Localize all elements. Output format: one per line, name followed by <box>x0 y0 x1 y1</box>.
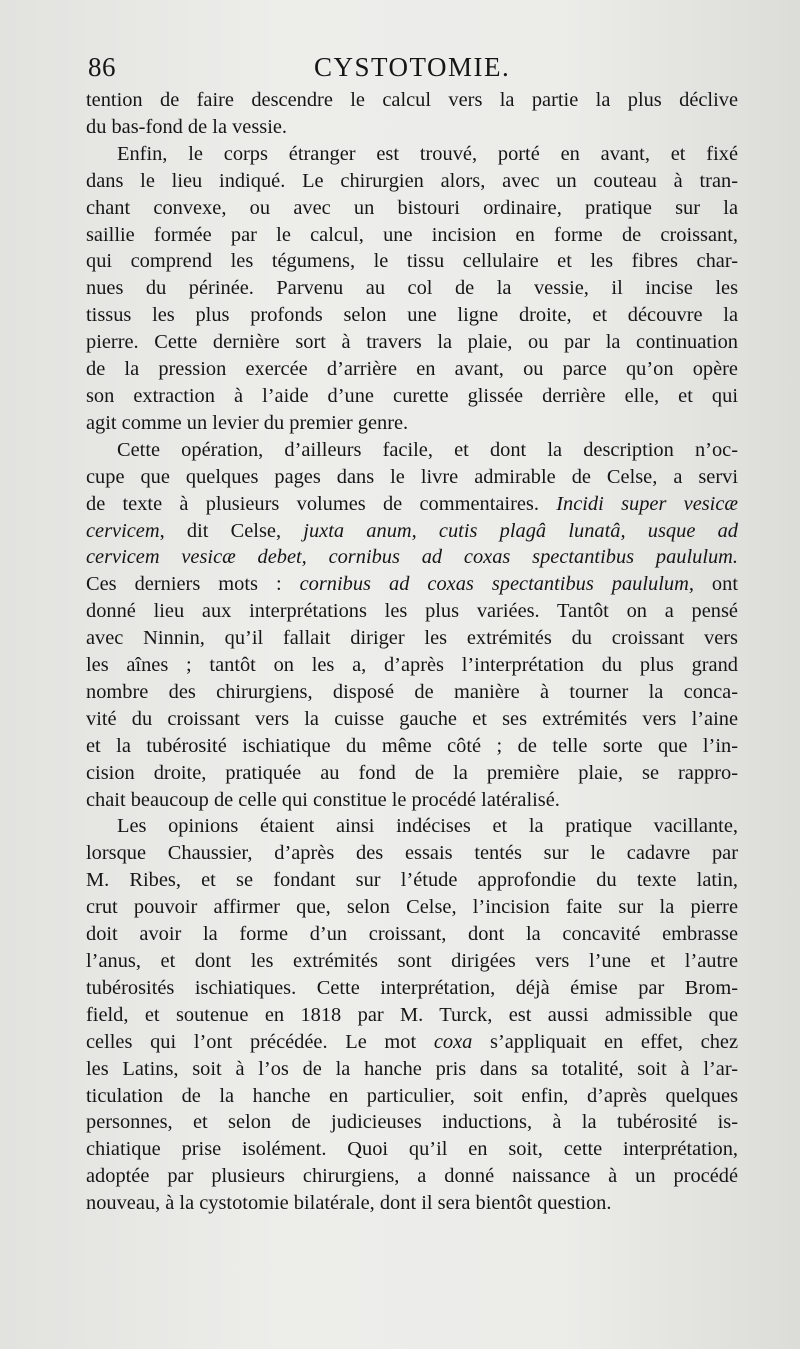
text-line <box>86 383 738 410</box>
italic-text: Incidi super vesicæ <box>556 492 738 515</box>
text-run: nombre des chirurgiens, disposé de manière à tourner la conca- <box>86 680 738 703</box>
text-line <box>86 813 738 840</box>
italic-text: juxta anum, cutis plagâ lunatâ, usque ad <box>303 519 738 542</box>
text-line <box>86 679 738 706</box>
text-run: cupe que quelques pages dans le livre admirable de Celse, a servi <box>86 465 738 488</box>
text-line <box>86 1136 738 1163</box>
text-run: nues du périnée. Parvenu au col de la vessie, il incise les <box>86 277 738 300</box>
text-run: adoptée par plusieurs chirurgiens, a donné naissance à un procédé <box>86 1165 738 1188</box>
text-run: saillie formée par le calcul, une incision en forme de croissant, <box>86 223 738 246</box>
page-header <box>88 52 738 88</box>
text-line <box>86 141 738 168</box>
text-line <box>86 114 738 141</box>
text-run: nouveau, à la cystotomie bilatérale, dont il sera bientôt question. <box>86 1192 612 1215</box>
text-run: tention de faire descendre le calcul vers la partie la plus déclive <box>86 89 738 111</box>
text-line <box>86 598 738 625</box>
text-line <box>86 840 738 867</box>
text-line <box>86 518 738 545</box>
text-run: avec Ninnin, qu’il fallait diriger les extrémités du croissant vers <box>86 627 738 650</box>
body-text <box>86 87 738 1217</box>
text-line <box>86 275 738 302</box>
running-head: CYSTOTOMIE. <box>314 52 511 82</box>
text-line <box>86 464 738 491</box>
italic-text: coxa <box>433 1030 473 1053</box>
text-run: field, et soutenue en 1818 par M. Turck, est aussi admissible que <box>86 1003 738 1026</box>
text-run: l’anus, et dont les extrémités sont dirigées vers l’une et l’autre <box>86 950 738 972</box>
text-run: vité du croissant vers la cuisse gauche et ses extrémités vers l’aine <box>86 707 738 730</box>
text-line <box>86 491 738 518</box>
text-line <box>86 867 738 894</box>
text-run: et la tubérosité ischiatique du même côté ; de telle sorte que l’in- <box>86 734 738 757</box>
italic-text: cervicem vesicæ debet, cornibus ad coxas spectantibus paululum. <box>86 546 738 569</box>
text-line <box>86 921 738 948</box>
text-line <box>86 1083 738 1110</box>
text-line <box>86 948 738 975</box>
text-run: de texte à plusieurs volumes de commentaires. <box>86 492 557 515</box>
text-run: chiatique prise isolément. Quoi qu’il en soit, cette interprétation, <box>86 1138 738 1161</box>
paragraph <box>86 87 738 141</box>
text-line <box>86 652 738 679</box>
text-run: , dit Celse, <box>159 519 304 542</box>
text-run: les aînes ; tantôt on les a, d’après l’interprétation du plus grand <box>86 654 738 677</box>
text-line <box>86 302 738 329</box>
text-run: crut pouvoir affirmer que, selon Celse, l’incision faite sur la pierre <box>86 896 738 919</box>
text-line <box>86 437 738 464</box>
text-line <box>86 1002 738 1029</box>
text-run: Enfin, le corps étranger est trouvé, porté en avant, et fixé <box>117 142 738 165</box>
text-run: chait beaucoup de celle qui constitue le procédé latéralisé. <box>86 788 560 811</box>
text-run: les Latins, soit à l’os de la hanche pris dans sa totalité, soit à l’ar- <box>86 1057 738 1080</box>
text-line <box>86 356 738 383</box>
text-run: lorsque Chaussier, d’après des essais tentés sur le cadavre par <box>86 842 738 865</box>
text-line <box>86 248 738 275</box>
text-line <box>86 1056 738 1083</box>
text-run: tissus les plus profonds selon une ligne droite, et découvre la <box>86 304 738 327</box>
text-run: chant convexe, ou avec un bistouri ordinaire, pratique sur la <box>86 196 738 219</box>
text-run: cision droite, pratiquée au fond de la première plaie, se rappro- <box>86 761 738 784</box>
text-line <box>86 894 738 921</box>
text-line <box>86 87 738 114</box>
text-run: Ces derniers mots : <box>86 573 300 596</box>
text-line <box>86 1109 738 1136</box>
text-line <box>86 544 738 571</box>
text-run: dans le lieu indiqué. Le chirurgien alors, avec un couteau à tran- <box>86 169 738 192</box>
text-run: donné lieu aux interprétations les plus variées. Tantôt on a pensé <box>86 600 738 623</box>
text-line <box>86 706 738 733</box>
text-run: doit avoir la forme d’un croissant, dont la concavité embrasse <box>86 923 738 946</box>
text-run: agit comme un levier du premier genre. <box>86 411 409 434</box>
text-line <box>86 329 738 356</box>
text-line <box>86 195 738 222</box>
text-run: qui comprend les tégumens, le tissu cellulaire et les fibres char- <box>86 250 738 273</box>
text-line <box>86 975 738 1002</box>
text-run: pierre. Cette dernière sort à travers la plaie, ou par la continuation <box>86 331 738 354</box>
text-run: personnes, et selon de judicieuses inductions, à la tubérosité is- <box>86 1111 738 1134</box>
paragraph <box>86 437 738 814</box>
text-run: de la pression exercée d’arrière en avant, ou parce qu’on opère <box>86 358 738 381</box>
text-run: s’appliquait en effet, chez <box>472 1030 739 1053</box>
text-line <box>86 410 738 437</box>
text-line <box>86 168 738 195</box>
text-run: celles qui l’ont précédée. Le mot <box>86 1030 434 1053</box>
text-line <box>86 1163 738 1190</box>
text-run: Cette opération, d’ailleurs facile, et dont la description n’oc- <box>117 438 738 461</box>
text-run: ticulation de la hanche en particulier, soit enfin, d’après quelques <box>86 1084 738 1107</box>
paragraph <box>86 141 738 437</box>
italic-text: cervicem <box>86 519 160 542</box>
text-line <box>86 625 738 652</box>
text-run: ont <box>693 573 738 596</box>
text-run: du bas-fond de la vessie. <box>86 115 288 138</box>
text-run: M. Ribes, et se fondant sur l’étude approfondie du texte latin, <box>86 869 738 892</box>
text-run: Les opinions étaient ainsi indécises et la pratique vacillante, <box>117 815 738 838</box>
text-line <box>86 760 738 787</box>
italic-text: cornibus ad coxas spectantibus paululum, <box>299 573 694 596</box>
text-run: tubérosités ischiatiques. Cette interprétation, déjà émise par Brom- <box>86 976 738 999</box>
page-number: 86 <box>88 52 116 82</box>
text-line <box>86 1029 738 1056</box>
text-line <box>86 733 738 760</box>
text-line <box>86 1190 738 1217</box>
text-line <box>86 787 738 814</box>
text-line <box>86 571 738 598</box>
text-run: son extraction à l’aide d’une curette glissée derrière elle, et qui <box>86 384 738 407</box>
text-line <box>86 222 738 249</box>
paragraph <box>86 813 738 1217</box>
